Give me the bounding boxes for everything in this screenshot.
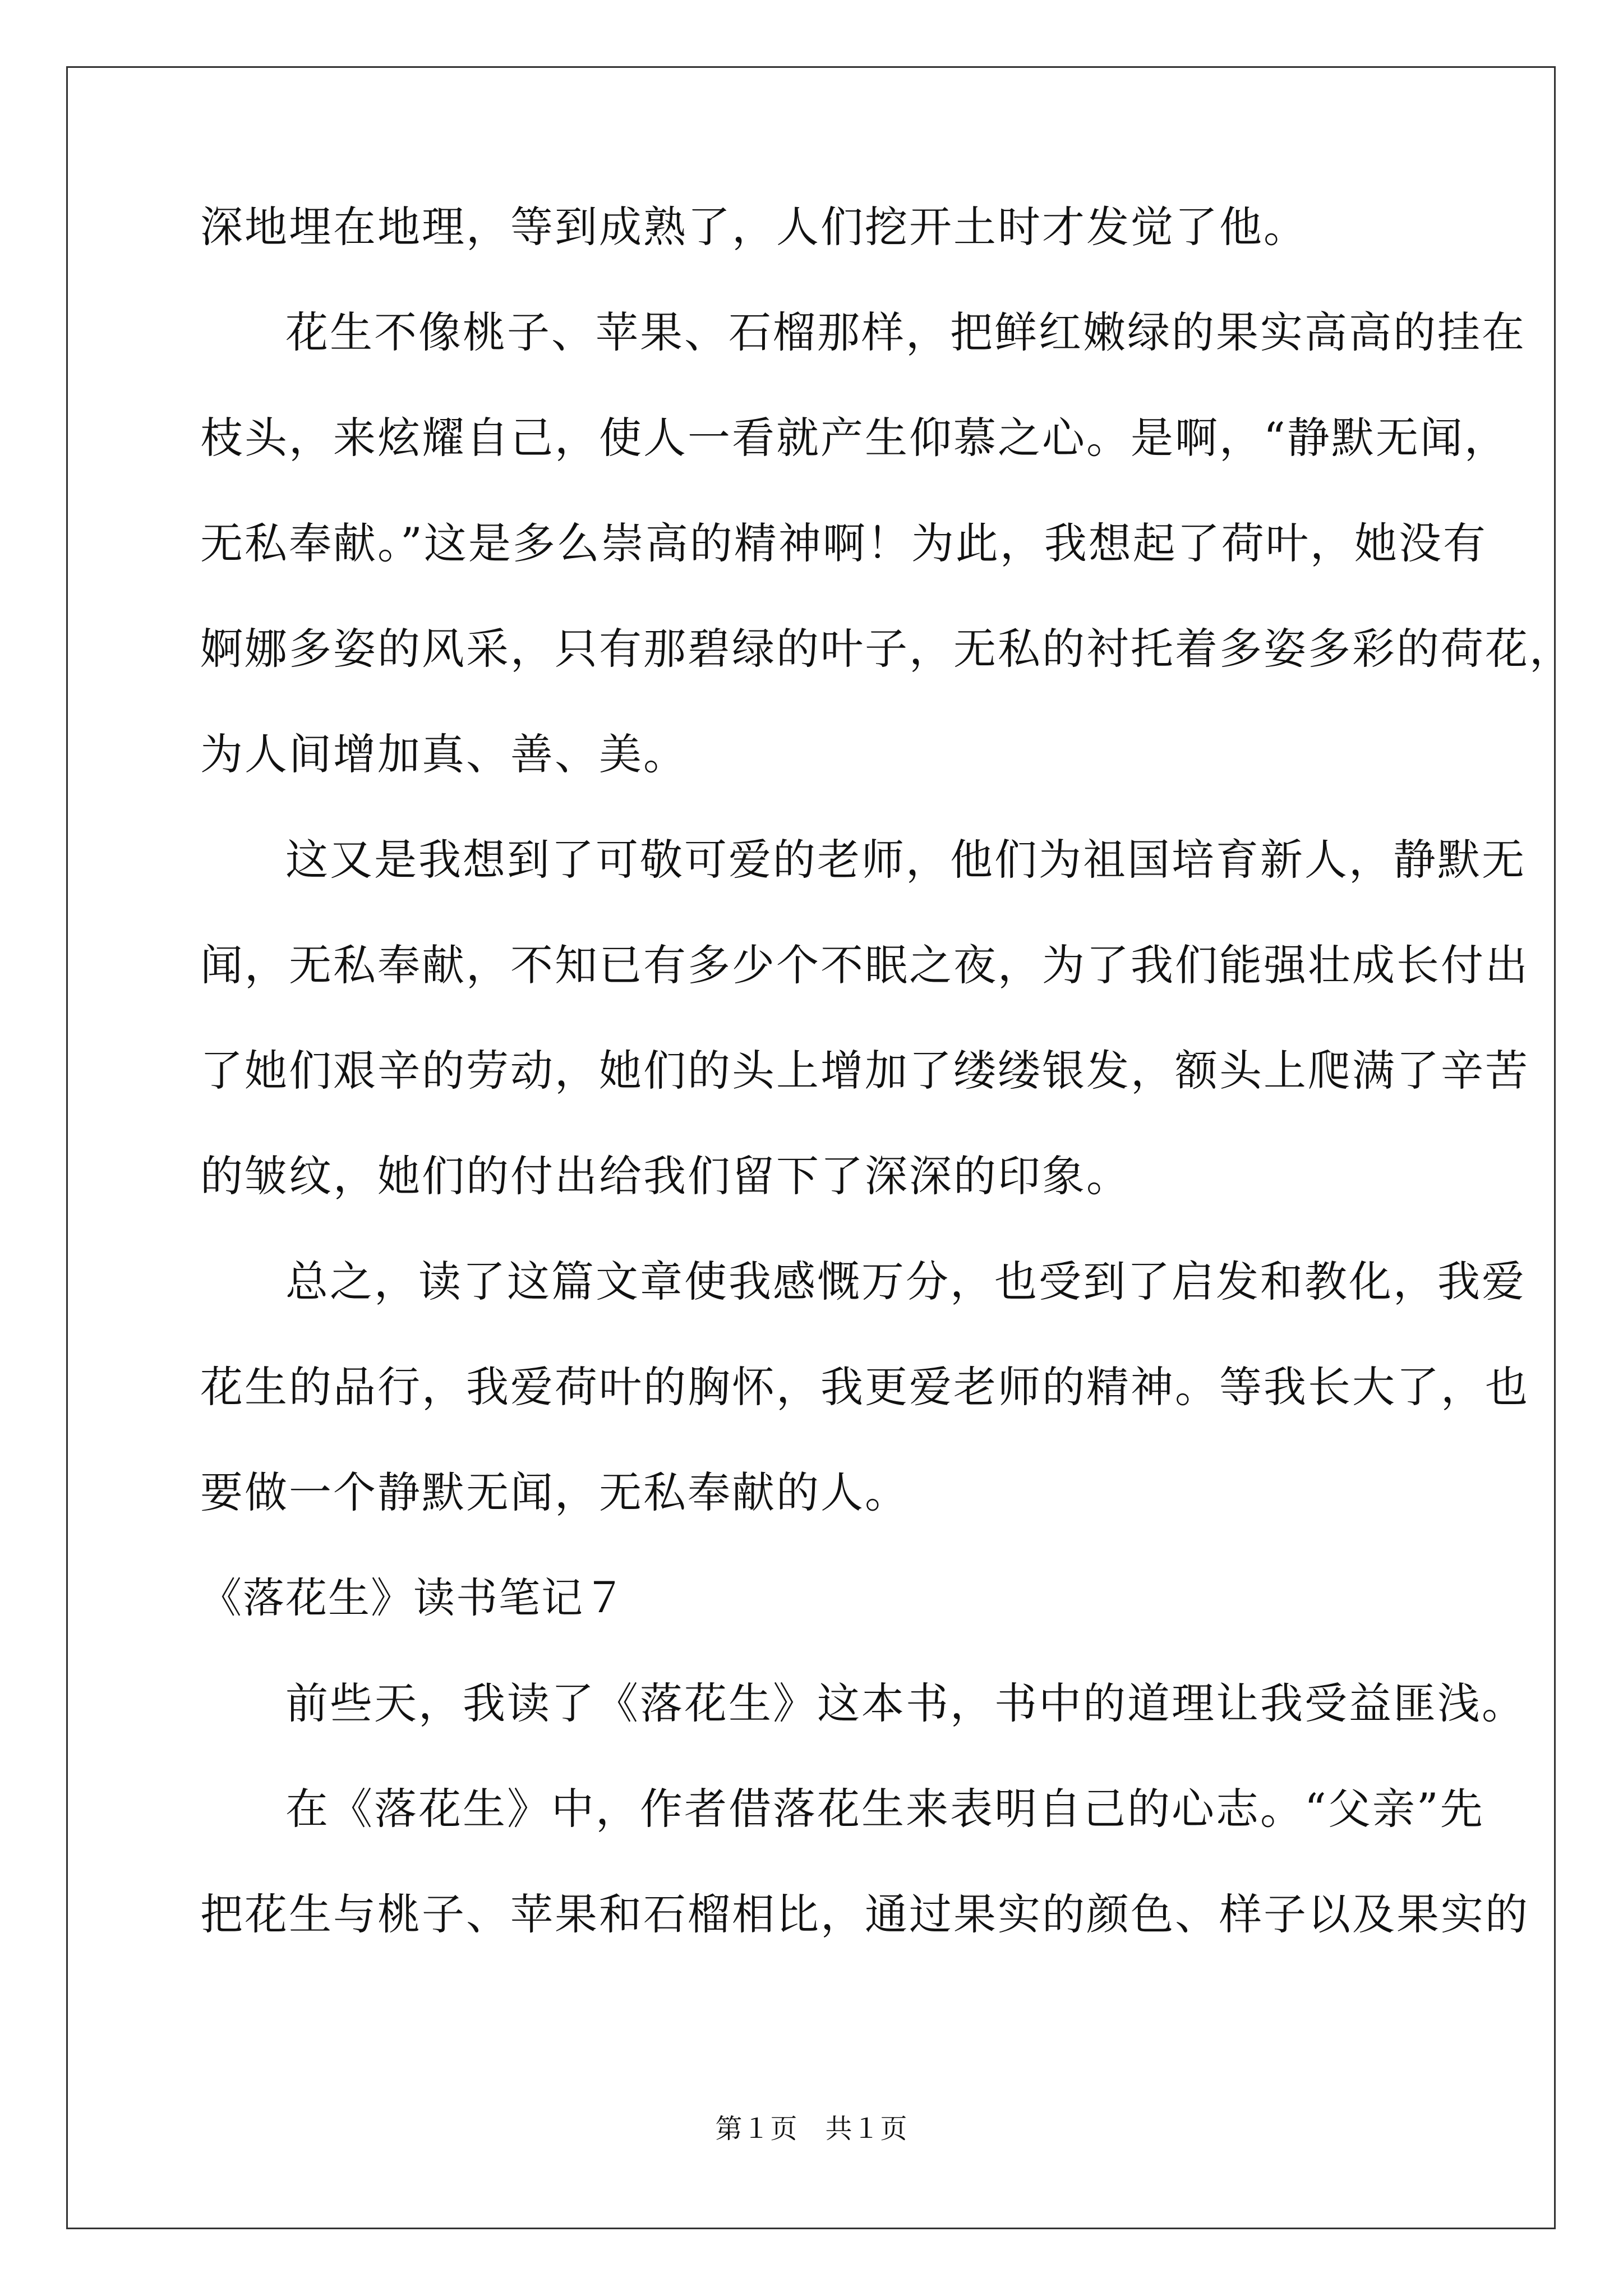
paragraph-line: 闻，无私奉献，不知已有多少个不眠之夜，为了我们能强壮成长付出 <box>200 940 1529 990</box>
paragraph-line: 在《落花生》中，作者借落花生来表明自己的心志。“父亲”先 <box>285 1784 1484 1834</box>
paragraph-line: 婀娜多姿的风采，只有那碧绿的叶子，无私的衬托着多姿多彩的荷花， <box>200 624 1574 674</box>
paragraph-line: 的皱纹，她们的付出给我们留下了深深的印象。 <box>200 1151 1131 1201</box>
page-footer: 第１页 共１页 <box>715 2113 908 2145</box>
paragraph-line: 花生不像桃子、苹果、石榴那样，把鲜红嫩绿的果实高高的挂在 <box>285 307 1526 357</box>
paragraph-line: 前些天，我读了《落花生》这本书，书中的道理让我受益匪浅。 <box>285 1678 1526 1728</box>
paragraph-line: 花生的品行，我爱荷叶的胸怀，我更爱老师的精神。等我长大了，也 <box>200 1362 1529 1412</box>
paragraph-line: 把花生与桃子、苹果和石榴相比，通过果实的颜色、样子以及果实的 <box>200 1889 1529 1939</box>
paragraph-line: 总之，读了这篇文章使我感慨万分，也受到了启发和教化，我爱 <box>285 1257 1526 1306</box>
paragraph-line: 深地埋在地理，等到成熟了，人们挖开土时才发觉了他。 <box>200 202 1308 252</box>
paragraph-line: 枝头，来炫耀自己，使人一看就产生仰慕之心。是啊，“静默无闻， <box>200 413 1509 463</box>
paragraph-line: 无私奉献。”这是多么崇高的精神啊！为此，我想起了荷叶，她没有 <box>200 518 1487 568</box>
paragraph-line: 要做一个静默无闻，无私奉献的人。 <box>200 1467 909 1517</box>
paragraph-line: 为人间增加真、善、美。 <box>200 729 688 779</box>
section-heading: 《落花生》读书笔记７ <box>200 1574 626 1622</box>
paragraph-line: 这又是我想到了可敬可爱的老师，他们为祖国培育新人，静默无 <box>285 835 1526 885</box>
paragraph-line: 了她们艰辛的劳动，她们的头上增加了缕缕银发，额头上爬满了辛苦 <box>200 1046 1529 1096</box>
